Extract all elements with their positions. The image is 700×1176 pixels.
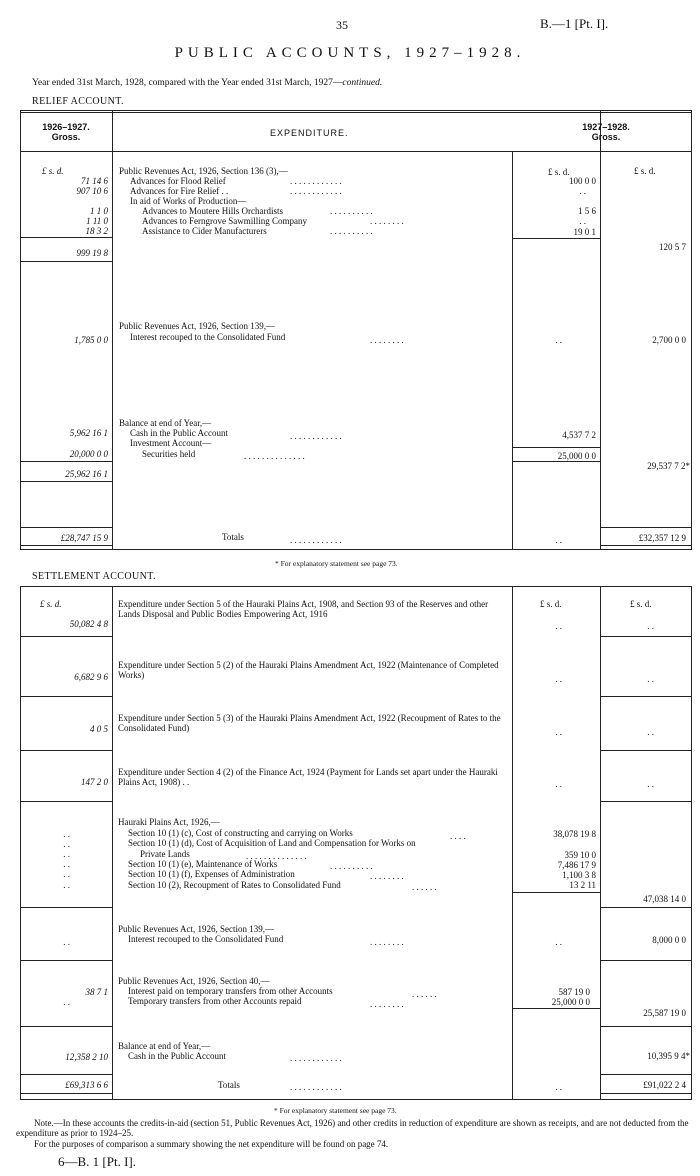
settlement-b6-left: . . — [63, 937, 70, 947]
settlement-footnote: * For explanatory statement see page 73. — [274, 1106, 397, 1115]
relief-row-label: Advances for Flood Relief — [130, 176, 226, 186]
relief-g3-sub-left: 25,962 16 1 — [65, 469, 108, 479]
settlement-b8-left: 12,358 2 10 — [65, 1052, 108, 1062]
settlement-b5-row-left: . . — [63, 849, 70, 859]
relief-row-left: 18 3 2 — [85, 226, 108, 236]
relief-row-mid: . . — [579, 186, 586, 196]
settlement-totals-rule-right — [600, 1074, 692, 1075]
leader-dots: . . . . . . . . . . . . — [290, 431, 342, 441]
settlement-b4-right: . . — [647, 779, 654, 789]
relief-row-left: 907 10 6 — [76, 186, 108, 196]
leader-dots: . . . . . . . . . . . . — [290, 186, 342, 196]
settlement-b1-left: 50,082 4 8 — [69, 619, 108, 629]
settlement-currency-mid: £ s. d. — [540, 599, 562, 609]
leader-dots: . . . . . . . . . . . . . . — [246, 851, 307, 861]
settlement-totals-rule-left — [20, 1074, 112, 1075]
settlement-b4-sep-right — [600, 801, 692, 802]
relief-row-label: Advances for Fire Relief . . — [130, 186, 229, 196]
settlement-b1-text: Expenditure under Section 5 of the Hauraki Plains Act, 1908, and Section 93 of the Reserves and other Lands Disposal and Public Bodies Empowering Act, 1916 — [118, 599, 489, 619]
relief-g3-cash-left: 5,962 16 1 — [69, 428, 108, 438]
relief-g3-right: 29,537 7 2* — [647, 461, 690, 471]
relief-g3-rule-left — [20, 461, 112, 462]
relief-g3-sec-mid: 25,000 0 0 — [557, 451, 596, 461]
relief-row-left: 71 14 6 — [81, 176, 108, 186]
relief-g3-heading: Balance at end of Year,— — [119, 418, 212, 428]
relief-left-border — [20, 110, 21, 550]
settlement-totals-mid: . . — [555, 1082, 562, 1092]
relief-currency-mid: £ s. d. — [548, 167, 570, 177]
settlement-b5-row-mid: 359 10 0 — [564, 850, 596, 860]
leader-dots: . . . . . . . . — [370, 216, 404, 226]
relief-g3-sec-label: Securities held — [142, 449, 196, 459]
relief-g2-label: Interest recouped to the Consolidated Fund — [130, 332, 286, 342]
settlement-b5-row-label: Section 10 (1) (f), Expenses of Administration — [128, 869, 295, 879]
settlement-b4-text: Expenditure under Section 4 (2) of the Finance Act, 1924 (Payment for Lands set apart under the Hauraki Plains Act, 1908) . . — [118, 767, 498, 787]
relief-g1-heading: Public Revenues Act, 1926, Section 136 (3),— — [119, 166, 288, 176]
relief-row-mid: 19 0 1 — [573, 227, 596, 237]
settlement-b5-row-label: Section 10 (1) (c), Cost of constructing and carrying on Works — [128, 828, 353, 838]
relief-top-rule-2 — [20, 112, 692, 113]
settlement-b5-row-left: . . — [63, 869, 70, 879]
relief-totals-rule-left — [20, 527, 112, 528]
relief-footnote: * For explanatory statement see page 73. — [275, 559, 398, 568]
settlement-b5-row-mid: 1,100 3 8 — [562, 870, 596, 880]
relief-sub1-rule-left — [20, 237, 112, 238]
leader-dots: . . . . . . — [412, 882, 437, 892]
relief-g2-right: 2,700 0 0 — [652, 335, 686, 345]
settlement-b7-r2-left: . . — [63, 997, 70, 1007]
relief-right-gross: Gross. — [591, 132, 621, 142]
leader-dots: . . . . — [450, 831, 466, 841]
relief-left-header — [20, 122, 112, 142]
settlement-b7-r1-mid: 587 19 0 — [558, 987, 590, 997]
settlement-b5-row-left: . . — [63, 880, 70, 890]
settlement-currency-right: £ s. d. — [630, 599, 652, 609]
settlement-b5-rule-mid — [512, 892, 600, 893]
settlement-totals-right: £91,022 2 4 — [643, 1080, 686, 1090]
settlement-b3-right: . . — [647, 727, 654, 737]
relief-g3-rule-left-2 — [20, 481, 112, 482]
settlement-top-rule — [20, 586, 692, 587]
relief-totals-left: £28,747 15 9 — [60, 533, 108, 543]
settlement-b1-right: . . — [647, 621, 654, 631]
relief-section-title: RELIEF ACCOUNT. — [32, 96, 124, 107]
settlement-b6-label: Interest recouped to the Consolidated Fund — [128, 934, 284, 944]
settlement-b6-right: 8,000 0 0 — [652, 935, 686, 945]
relief-totals-double-rule-left — [20, 545, 112, 546]
relief-col-divider-2 — [512, 151, 513, 550]
relief-col-divider-3 — [600, 110, 601, 550]
settlement-b4-mid: . . — [555, 779, 562, 789]
relief-row-label: Advances to Ferngrove Sawmilling Company — [142, 216, 307, 226]
relief-currency-right: £ s. d. — [634, 166, 656, 176]
settlement-b3-left: 4 0 5 — [90, 724, 108, 734]
settlement-b7-right: 25,587 19 0 — [643, 1008, 686, 1018]
settlement-b4-sep-left — [20, 801, 112, 802]
note-credits-in-aid: Note.—In these accounts the credits-in-aid (section 51, Public Revenues Act, 1926) and other credits in reduction of expenditure are shown as receipts, and are not deducted from the expenditure as prior to 1924–25. — [16, 1118, 689, 1138]
relief-sub1-rule-left-2 — [20, 261, 112, 262]
relief-right-border — [691, 110, 692, 550]
relief-expenditure-header: EXPENDITURE. — [270, 128, 349, 138]
leader-dots: . . . . . . . . . . . . — [290, 535, 342, 545]
settlement-b6-mid: . . — [555, 937, 562, 947]
settlement-totals-double-rule-right — [600, 1093, 692, 1094]
settlement-b1-mid: . . — [555, 621, 562, 631]
relief-sub1-right: 120 5 7 — [659, 242, 686, 252]
subtitle — [32, 78, 382, 88]
settlement-section-title: SETTLEMENT ACCOUNT. — [32, 571, 156, 582]
settlement-right-border — [691, 586, 692, 1100]
leader-dots: . . . . . . . . . . . . — [290, 1082, 342, 1092]
settlement-b2-right: . . — [647, 674, 654, 684]
settlement-b2-left: 6,682 9 6 — [74, 672, 108, 682]
settlement-b5-row-mid: 13 2 11 — [569, 880, 596, 890]
settlement-b1-sep-right — [600, 636, 692, 637]
settlement-col-divider-1 — [112, 586, 113, 1100]
leader-dots: . . . . . . . . . . . . . . — [244, 451, 305, 461]
settlement-b5-row-label: Section 10 (2), Recoupment of Rates to Consolidated Fund — [128, 880, 341, 890]
relief-g3-cash-label: Cash in the Public Account — [130, 428, 228, 438]
relief-g3-cash-mid: 4,537 7 2 — [562, 430, 596, 440]
settlement-b2-text: Expenditure under Section 5 (2) of the Hauraki Plains Amendment Act, 1922 (Maintenance of Completed Works) — [118, 660, 499, 680]
relief-g3-rule-mid-2 — [512, 461, 600, 462]
settlement-b7-r2-mid: 25,000 0 0 — [551, 997, 590, 1007]
leader-dots: . . . . . . . . . . — [330, 206, 373, 216]
leader-dots: . . . . . . . . — [370, 871, 404, 881]
relief-row-mid: 1 5 6 — [578, 206, 596, 216]
settlement-b2-sep-left — [20, 696, 112, 697]
settlement-b1-sep-left — [20, 636, 112, 637]
settlement-totals-double-rule-left — [20, 1093, 112, 1094]
leader-dots: . . . . . . . . . . . . — [290, 176, 342, 186]
relief-totals-mid: . . — [555, 535, 562, 545]
relief-totals-rule-right — [600, 527, 692, 528]
settlement-b3-text: Expenditure under Section 5 (3) of the Hauraki Plains Amendment Act, 1922 (Recoupment of Rates to the Consolidated Fund) — [118, 713, 501, 733]
settlement-b7-r1-label: Interest paid on temporary transfers from other Accounts — [128, 986, 333, 996]
leader-dots: . . . . . . . . — [370, 999, 404, 1009]
settlement-b3-sep-right — [600, 750, 692, 751]
settlement-b8-right: 10,395 9 4* — [647, 1051, 690, 1061]
page-title: PUBLIC ACCOUNTS, 1927–1928. — [174, 45, 526, 61]
subtitle-main: Year ended 31st March, 1928, compared with the Year ended 31st March, 1927— — [32, 78, 343, 88]
settlement-col-divider-2 — [512, 586, 513, 1100]
relief-totals-right: £32,357 12 9 — [638, 533, 686, 543]
settlement-b5-row-mid: 38,078 19 8 — [553, 829, 596, 839]
subtitle-continued: continued. — [342, 78, 383, 88]
settlement-b7-rule-mid — [512, 1008, 600, 1009]
footer-signature: 6—B. 1 [Pt. I]. — [58, 1154, 136, 1169]
relief-row-left: 1 1 0 — [90, 206, 108, 216]
settlement-currency-left: £ s. d. — [40, 599, 62, 609]
relief-g2-mid: . . — [555, 335, 562, 345]
leader-dots: . . . . . . — [412, 989, 437, 999]
leader-dots: . . . . . . . . . . — [330, 861, 373, 871]
settlement-col-divider-3 — [600, 586, 601, 1100]
relief-sub1-rule-mid — [512, 238, 600, 239]
settlement-b5-row-left: . . — [63, 859, 70, 869]
relief-left-gross: Gross. — [51, 132, 81, 142]
relief-g3-sec-left: 20,000 0 0 — [69, 449, 108, 459]
relief-totals-label: Totals — [222, 532, 244, 542]
settlement-b5-row-mid: 7,486 17 9 — [557, 860, 596, 870]
relief-row-label: Assistance to Cider Manufacturers — [142, 226, 267, 236]
leader-dots: . . . . . . . . . . — [330, 226, 373, 236]
settlement-b5-row-left: . . — [63, 839, 70, 849]
leader-dots: . . . . . . . . — [370, 937, 404, 947]
settlement-b8-label: Cash in the Public Account — [128, 1051, 226, 1061]
relief-right-year: 1927–1928. — [582, 122, 630, 132]
page-number: 35 — [336, 18, 348, 32]
relief-row-mid: 100 0 0 — [569, 176, 596, 186]
settlement-bottom-rule — [20, 1099, 692, 1100]
settlement-b5-sep-left — [20, 907, 112, 908]
relief-g3-investment-label: Investment Account— — [130, 438, 212, 448]
relief-top-rule — [20, 110, 692, 111]
settlement-b6-heading: Public Revenues Act, 1926, Section 139,— — [118, 924, 274, 934]
settlement-b3-sep-left — [20, 750, 112, 751]
relief-col-divider-1 — [112, 110, 113, 550]
settlement-b5-row-label: Private Lands — [140, 849, 190, 859]
settlement-b7-r1-left: 38 7 1 — [85, 987, 108, 997]
settlement-b5-row-label: Section 10 (1) (d), Cost of Acquisition of Land and Compensation for Works on — [128, 838, 416, 848]
relief-header-rule — [20, 151, 692, 152]
settlement-left-border — [20, 586, 21, 1100]
settlement-b5-heading: Hauraki Plains Act, 1926,— — [118, 817, 220, 827]
leader-dots: . . . . . . . . — [370, 335, 404, 345]
relief-currency-left: £ s. d. — [42, 166, 64, 176]
relief-sub1-left: 999 19 8 — [76, 248, 108, 258]
relief-row-label: Advances to Moutere Hills Orchardists — [142, 206, 283, 216]
settlement-b7-sep-right — [600, 1026, 692, 1027]
settlement-b7-heading: Public Revenues Act, 1926, Section 40,— — [118, 976, 270, 986]
settlement-totals-label: Totals — [218, 1080, 240, 1090]
settlement-b5-row-left: . . — [63, 829, 70, 839]
settlement-b4-left: 147 2 0 — [81, 777, 108, 787]
relief-g2-left: 1,785 0 0 — [74, 335, 108, 345]
settlement-b5-right: 47,038 14 0 — [643, 894, 686, 904]
settlement-b5-row-label: Section 10 (1) (e), Maintenance of Works — [128, 859, 278, 869]
relief-g2-heading: Public Revenues Act, 1926, Section 139,— — [119, 321, 275, 331]
relief-right-header — [560, 122, 652, 142]
relief-totals-double-rule-right — [600, 545, 692, 546]
settlement-b5-sep-right — [600, 907, 692, 908]
settlement-b6-sep-left — [20, 960, 112, 961]
note-comparison: For the purposes of comparison a summary showing the net expenditure will be found on page 74. — [34, 1139, 389, 1149]
relief-g3-rule-mid — [512, 447, 600, 448]
relief-row-left: 1 11 0 — [86, 216, 108, 226]
relief-row-mid: . . — [579, 216, 586, 226]
relief-left-year: 1926–1927. — [42, 122, 90, 132]
relief-row-label: In aid of Works of Production— — [130, 196, 247, 206]
relief-bottom-rule — [20, 549, 692, 550]
settlement-b3-mid: . . — [555, 727, 562, 737]
settlement-b2-mid: . . — [555, 674, 562, 684]
settlement-b6-sep-right — [600, 960, 692, 961]
settlement-b8-heading: Balance at end of Year,— — [118, 1041, 211, 1051]
settlement-totals-left: £69,313 6 6 — [65, 1080, 108, 1090]
leader-dots: . . . . . . . . . . . . — [290, 1053, 342, 1063]
settlement-b2-sep-right — [600, 696, 692, 697]
settlement-b7-sep-left — [20, 1026, 112, 1027]
document-reference: B.—1 [Pt. I]. — [540, 16, 609, 31]
settlement-b7-r2-label: Temporary transfers from other Accounts repaid — [128, 996, 302, 1006]
